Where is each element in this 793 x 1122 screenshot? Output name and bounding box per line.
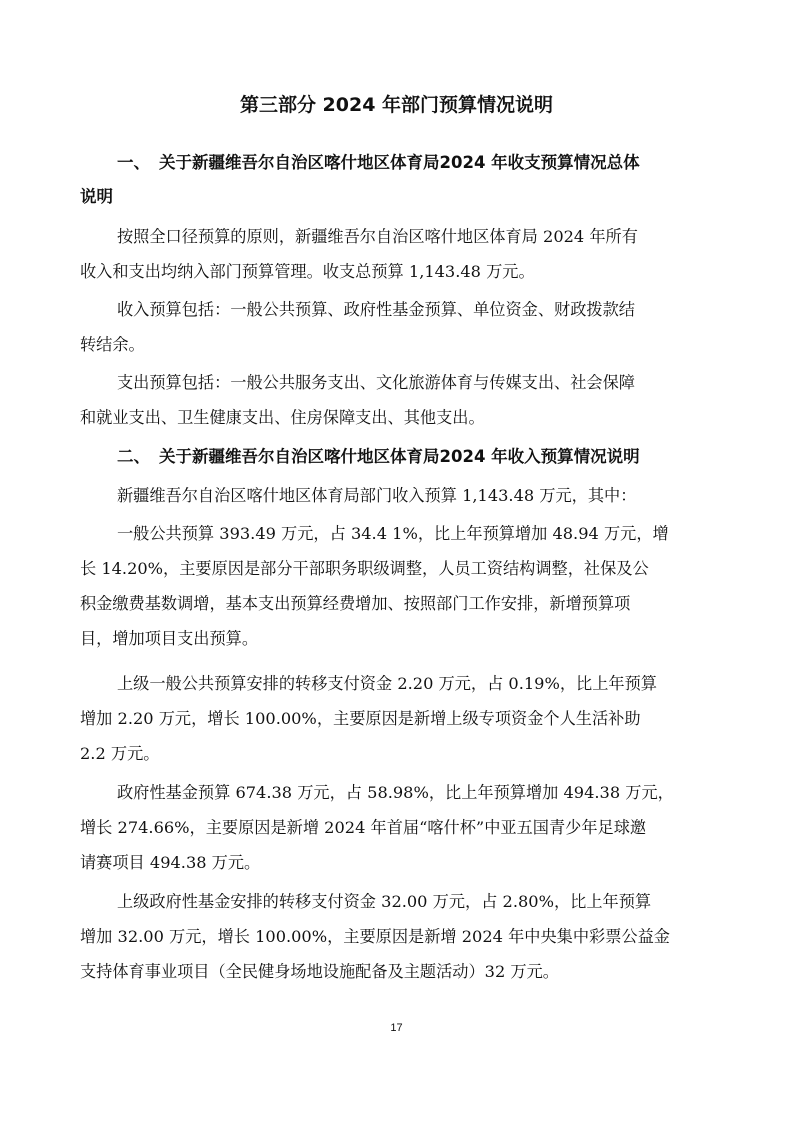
section-1-heading-line-1: 关于新疆维吾尔自治区喀什地区体育局2024 年收支预算情况总体 — [159, 153, 640, 172]
paragraph-line: 一般公共预算 393.49 万元，占 34.4 1%，比上年预算增加 48.94 万元，增 — [117, 524, 669, 543]
section-2-paragraph-1 — [80, 478, 720, 513]
section-1-paragraph-2 — [80, 292, 720, 362]
section-1-paragraph-3 — [80, 365, 720, 435]
paragraph-line: 转结余。 — [80, 335, 145, 354]
section-2-paragraph-3 — [80, 666, 720, 771]
paragraph-line: 收入预算包括：一般公共预算、政府性基金预算、单位资金、财政拨款结 — [117, 300, 635, 319]
section-2-paragraph-2 — [80, 516, 720, 656]
paragraph-line: 和就业支出、卫生健康支出、住房保障支出、其他支出。 — [80, 408, 485, 427]
paragraph-line: 上级一般公共预算安排的转移支付资金 2.20 万元，占 0.19%，比上年预算 — [117, 674, 657, 693]
section-2-heading-line-1: 关于新疆维吾尔自治区喀什地区体育局2024 年收入预算情况说明 — [159, 447, 640, 466]
paragraph-line: 增加 32.00 万元，增长 100.00%，主要原因是新增 2024 年中央集中彩票公益金 — [80, 927, 670, 946]
paragraph-line: 政府性基金预算 674.38 万元，占 58.98%，比上年预算增加 494.38 万元， — [117, 783, 674, 802]
page-title: 第三部分 2024 年部门预算情况说明 — [239, 94, 554, 116]
section-2-paragraph-5 — [80, 884, 720, 989]
paragraph-line: 新疆维吾尔自治区喀什地区体育局部门收入预算 1,143.48 万元，其中： — [117, 486, 637, 505]
paragraph-line: 按照全口径预算的原则，新疆维吾尔自治区喀什地区体育局 2024 年所有 — [117, 227, 638, 246]
section-1-heading — [80, 146, 720, 214]
paragraph-line: 收入和支出均纳入部门预算管理。收支总预算 1,143.48 万元。 — [80, 262, 535, 281]
paragraph-line: 积金缴费基数调增，基本支出预算经费增加、按照部门工作安排，新增预算项 — [80, 594, 631, 613]
paragraph-line: 长 14.20%，主要原因是部分干部职务职级调整，人员工资结构调整，社保及公 — [80, 559, 649, 578]
paragraph-line: 2.2 万元。 — [80, 744, 160, 763]
page-number: 17 — [390, 1022, 403, 1034]
paragraph-line: 请赛项目 494.38 万元。 — [80, 853, 261, 872]
section-1-heading-line-2: 说明 — [80, 187, 113, 206]
paragraph-line: 上级政府性基金安排的转移支付资金 32.00 万元，占 2.80%，比上年预算 — [117, 892, 652, 911]
paragraph-line: 目，增加项目支出预算。 — [80, 629, 259, 648]
section-2-number: 二、 — [117, 447, 150, 466]
section-1-paragraph-1 — [80, 219, 720, 289]
section-2-heading — [80, 440, 720, 474]
paragraph-line: 支持体育事业项目（全民健身场地设施配备及主题活动）32 万元。 — [80, 962, 559, 981]
paragraph-line: 增长 274.66%，主要原因是新增 2024 年首届“喀什杯”中亚五国青少年足球邀 — [80, 818, 647, 837]
section-2-paragraph-4 — [80, 775, 720, 880]
paragraph-line: 增加 2.20 万元，增长 100.00%，主要原因是新增上级专项资金个人生活补助 — [80, 709, 641, 728]
paragraph-line: 支出预算包括：一般公共服务支出、文化旅游体育与传媒支出、社会保障 — [117, 373, 635, 392]
section-1-number: 一、 — [117, 153, 150, 172]
